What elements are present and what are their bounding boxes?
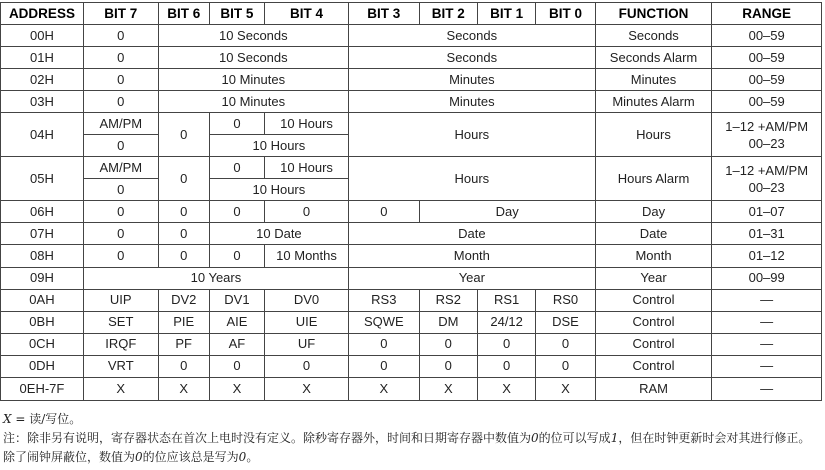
range-cell: 00–59 [712,69,822,91]
legend-note [3,410,821,429]
bit-cell: X [265,377,349,400]
range-cell: 01–12 [712,245,822,267]
bit-field-cell: 10 Hours [209,179,348,201]
note-value: 1 [610,431,619,445]
bit-field-cell: Hours [349,113,596,157]
range-cell: 00–59 [712,47,822,69]
bit-cell: AF [209,333,264,355]
register-row-00h [1,25,822,47]
register-row-03h [1,91,822,113]
bit-cell: 0 [158,245,209,267]
bit-cell: 0 [158,201,209,223]
bit-cell: 0 [83,245,158,267]
bit-cell: 0 [83,47,158,69]
note-value: 0 [135,450,143,464]
bit-field-cell: Seconds [349,47,596,69]
bit-cell: 0 [158,355,209,377]
bit-field-cell: 10 Years [83,267,348,289]
bit-cell: X [477,377,535,400]
bit-cell: 0 [83,135,158,157]
register-row-07h [1,223,822,245]
bit-cell: RS1 [477,289,535,311]
bit-cell: DSE [536,311,595,333]
bit-cell: SQWE [349,311,420,333]
function-cell: Control [595,355,712,377]
range-cell: — [712,355,822,377]
note-text: 的位可以写成 [538,431,611,445]
register-map-table [0,2,822,401]
register-row-0ch [1,333,822,355]
header-cell: ADDRESS [1,3,84,25]
bit-cell: 0 [536,333,595,355]
bit-cell: 0 [419,333,477,355]
bit-field-cell: Minutes [349,69,596,91]
legend-symbol: X [3,412,12,426]
bit-cell: 0 [209,201,264,223]
bit-cell: RS3 [349,289,420,311]
bit-cell: 0 [83,91,158,113]
bit-cell: DV1 [209,289,264,311]
bit-field-cell: 10 Seconds [158,25,348,47]
range-24h: 00–23 [748,135,785,151]
bit-cell: VRT [83,355,158,377]
note-text: 。 [246,450,259,464]
bit-field-cell: 10 Date [209,223,348,245]
bit-cell: RS0 [536,289,595,311]
register-row-02h [1,69,822,91]
bit-cell: 0 [158,113,209,157]
bit-cell: X [349,377,420,400]
bit-field-cell: 10 Minutes [158,91,348,113]
range-cell: — [712,377,822,400]
bit-cell: AM/PM [83,157,158,179]
header-cell: BIT 1 [477,3,535,25]
range-cell: — [712,289,822,311]
bit-cell: 0 [209,157,264,179]
bit-field-cell: 10 Hours [265,113,349,135]
address-cell: 04H [1,113,84,157]
function-cell: Seconds Alarm [595,47,712,69]
address-cell: 05H [1,157,84,201]
function-cell: Year [595,267,712,289]
bit-field-cell: Seconds [349,25,596,47]
bit-cell: 0 [83,223,158,245]
bit-cell: X [209,377,264,400]
note-prefix: 注： [3,431,28,445]
range-cell [712,157,822,201]
register-row-06h [1,201,822,223]
bit-field-cell: 10 Hours [265,157,349,179]
bit-cell: IRQF [83,333,158,355]
address-cell: 0EH-7F [1,377,84,400]
range-cell: 01–07 [712,201,822,223]
header-cell: BIT 2 [419,3,477,25]
bit-cell: 0 [349,201,420,223]
bit-cell: 0 [158,223,209,245]
bit-cell: 0 [83,25,158,47]
address-cell: 00H [1,25,84,47]
note-text: 的位应该总是写为 [142,450,239,464]
bit-field-cell: Minutes [349,91,596,113]
function-cell: Seconds [595,25,712,47]
bit-cell: X [83,377,158,400]
register-row-0eh-7f [1,377,822,400]
header-cell: FUNCTION [595,3,712,25]
bit-field-cell: 10 Hours [209,135,348,157]
bit-cell: DV2 [158,289,209,311]
address-cell: 0AH [1,289,84,311]
bit-cell: 0 [265,355,349,377]
range-cell: — [712,333,822,355]
function-cell: Control [595,311,712,333]
bit-cell: X [536,377,595,400]
function-cell: Minutes [595,69,712,91]
address-cell: 07H [1,223,84,245]
range-cell: 00–59 [712,25,822,47]
range-12h: 1–12 +AM/PM [725,118,809,134]
bit-cell: UIP [83,289,158,311]
note-value: 0 [238,450,247,464]
function-cell: Control [595,289,712,311]
note-value: 0 [531,431,539,445]
range-cell: 01–31 [712,223,822,245]
address-cell: 0CH [1,333,84,355]
register-note [3,429,821,467]
register-row-04h [1,113,822,135]
bit-cell: UIE [265,311,349,333]
note-text: 除非另有说明，寄存器状态在首次上电时没有定义。除秒寄存器外，时间和日期寄存器中数值为 [27,431,532,445]
register-row-09h [1,267,822,289]
bit-cell: AIE [209,311,264,333]
bit-field-cell: 10 Months [265,245,349,267]
bit-field-cell: 10 Seconds [158,47,348,69]
header-cell: BIT 5 [209,3,264,25]
bit-cell: AM/PM [83,113,158,135]
register-row-0ah [1,289,822,311]
address-cell: 03H [1,91,84,113]
register-row-05h [1,157,822,179]
address-cell: 0DH [1,355,84,377]
bit-cell: X [419,377,477,400]
bit-field-cell: Year [349,267,596,289]
register-row-0bh [1,311,822,333]
bit-cell: 0 [83,179,158,201]
bit-cell: UF [265,333,349,355]
bit-cell: SET [83,311,158,333]
address-cell: 01H [1,47,84,69]
range-cell [712,113,822,157]
function-cell: Day [595,201,712,223]
header-cell: BIT 4 [265,3,349,25]
header-cell: BIT 3 [349,3,420,25]
header-cell: BIT 7 [83,3,158,25]
register-row-01h [1,47,822,69]
range-cell: 00–59 [712,91,822,113]
bit-cell: 0 [83,201,158,223]
function-cell: Hours [595,113,712,157]
bit-field-cell: Hours [349,157,596,201]
bit-field-cell: Month [349,245,596,267]
range-24h: 00–23 [748,179,785,195]
address-cell: 06H [1,201,84,223]
bit-cell: 0 [265,201,349,223]
bit-cell: 0 [209,245,264,267]
bit-cell: 0 [209,113,264,135]
bit-cell: 0 [349,333,420,355]
bit-cell: PIE [158,311,209,333]
bit-cell: 0 [477,333,535,355]
bit-cell: X [158,377,209,400]
address-cell: 02H [1,69,84,91]
legend-text: = 读/写位。 [11,412,82,426]
header-cell: BIT 6 [158,3,209,25]
function-cell: Hours Alarm [595,157,712,201]
bit-cell: PF [158,333,209,355]
bit-cell: 0 [419,355,477,377]
bit-field-cell: 10 Minutes [158,69,348,91]
bit-field-cell: Day [419,201,595,223]
range-cell: 00–99 [712,267,822,289]
bit-cell: 0 [158,157,209,201]
header-cell: RANGE [712,3,822,25]
function-cell: Minutes Alarm [595,91,712,113]
bit-cell: 0 [209,355,264,377]
bit-cell: 0 [536,355,595,377]
bit-field-cell: Date [349,223,596,245]
bit-cell: DV0 [265,289,349,311]
range-12h: 1–12 +AM/PM [725,162,809,178]
function-cell: Date [595,223,712,245]
bit-cell: 0 [83,69,158,91]
bit-cell: 24/12 [477,311,535,333]
note-text: ，但在时钟更新时会对其进行修正。除了闹钟屏蔽位，数值为 [3,431,811,464]
bit-cell: DM [419,311,477,333]
function-cell: RAM [595,377,712,400]
address-cell: 09H [1,267,84,289]
header-cell: BIT 0 [536,3,595,25]
bit-cell: RS2 [419,289,477,311]
address-cell: 0BH [1,311,84,333]
function-cell: Month [595,245,712,267]
register-row-0dh [1,355,822,377]
bit-cell: 0 [349,355,420,377]
table-notes [3,410,821,467]
register-row-08h [1,245,822,267]
function-cell: Control [595,333,712,355]
range-cell: — [712,311,822,333]
address-cell: 08H [1,245,84,267]
bit-cell: 0 [477,355,535,377]
header-row [1,3,822,25]
